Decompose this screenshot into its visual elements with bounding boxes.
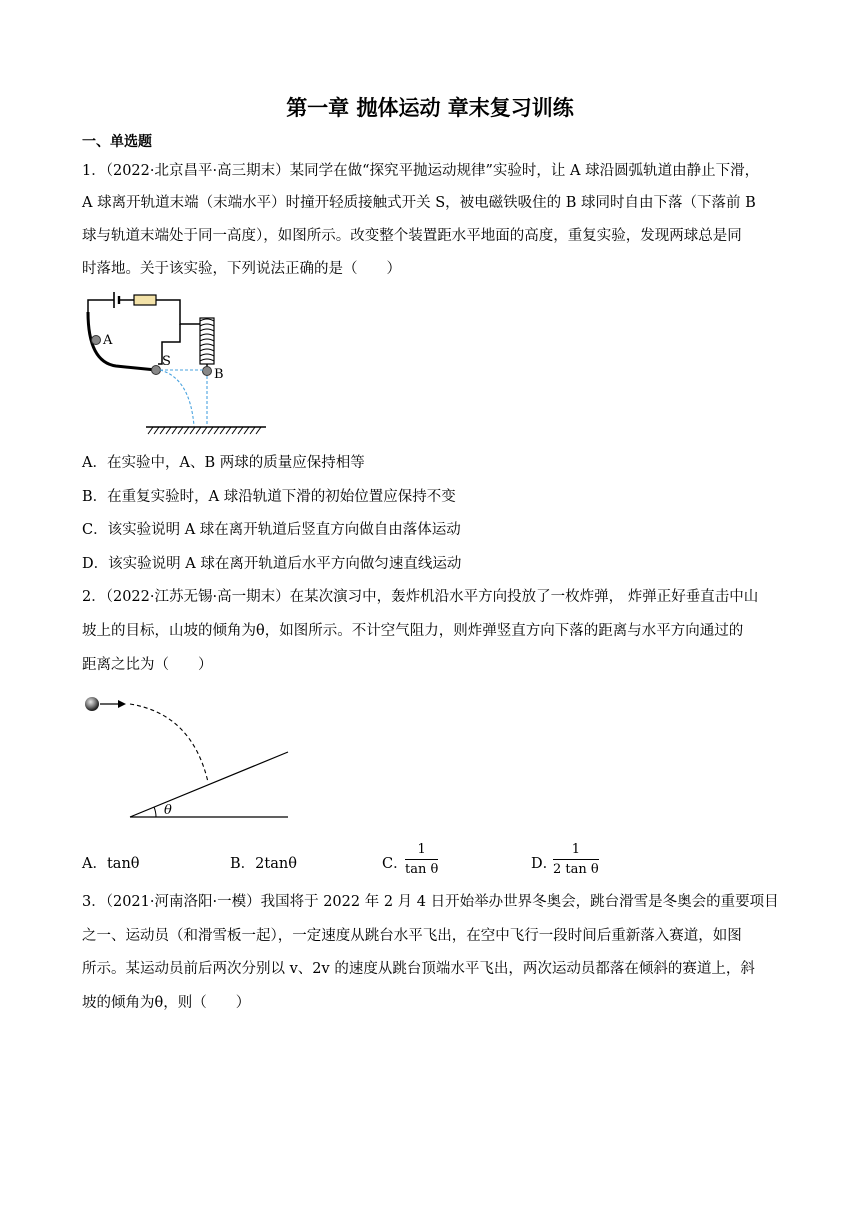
q2-option-d-denominator: 2 tan θ <box>553 862 599 877</box>
q1-label-s: S <box>162 354 171 369</box>
section-heading: 一、单选题 <box>82 134 152 150</box>
q1-label-a: A <box>103 333 113 348</box>
q2-option-d-fraction <box>553 842 599 877</box>
q1-line-1: 1．（2022·北京昌平·高三期末）某同学在做“探究平抛运动规律”实验时，让 A 球沿圆弧轨道由静止下滑， <box>82 163 760 179</box>
q1-label-b: B <box>214 367 224 382</box>
q2-option-a: A．tanθ <box>82 856 140 872</box>
q1-option-c: C．该实验说明 A 球在离开轨道后竖直方向做自由落体运动 <box>82 522 461 538</box>
q2-line-1: 2．（2022·江苏无锡·高一期末）在某次演习中，轰炸机沿水平方向投放了一枚炸弹， 炸弹正好垂直击中山 <box>82 589 759 605</box>
q2-figure <box>82 690 297 830</box>
q1-option-b: B．在重复实验时，A 球沿轨道下滑的初始位置应保持不变 <box>82 489 456 505</box>
q3-line-1: 3．（2021·河南洛阳·一模）我国将于 2022 年 2 月 4 日开始举办世界冬奥会，跳台滑雪是冬奥会的重要项目 <box>82 894 779 910</box>
q2-option-c-prefix: C． <box>382 856 408 872</box>
q2-option-c-denominator: tan θ <box>405 862 439 877</box>
q3-line-2: 之一、运动员（和滑雪板一起），一定速度从跳台水平飞出，在空中飞行一段时间后重新落入赛道，如图 <box>82 928 742 944</box>
q2-option-d-numerator: 1 <box>553 842 599 860</box>
q1-line-2: A 球离开轨道末端（末端水平）时撞开轻质接触式开关 S，被电磁铁吸住的 B 球同时自由下落（下落前 B <box>82 195 756 211</box>
q2-option-d-prefix: D． <box>531 856 558 872</box>
q1-figure <box>82 290 272 438</box>
q2-option-c-numerator: 1 <box>405 842 438 860</box>
q3-line-3: 所示。某运动员前后两次分别以 v、2v 的速度从跳台顶端水平飞出，两次运动员都落在倾斜的赛道上，斜 <box>82 961 755 977</box>
q2-line-3: 距离之比为（ ） <box>82 657 213 673</box>
q2-line-2: 坡上的目标，山坡的倾角为θ，如图所示。不计空气阻力，则炸弹竖直方向下落的距离与水平方向通过的 <box>82 623 744 639</box>
q2-option-c-fraction <box>405 842 438 877</box>
page-title: 第一章 抛体运动 章末复习训练 <box>286 96 574 120</box>
q1-line-4: 时落地。关于该实验，下列说法正确的是（ ） <box>82 261 401 277</box>
q1-option-d: D．该实验说明 A 球在离开轨道后水平方向做匀速直线运动 <box>82 556 462 572</box>
q1-line-3: 球与轨道末端处于同一高度），如图所示。改变整个装置距水平地面的高度，重复实验，发现两球总是同 <box>82 228 742 244</box>
q2-option-b: B．2tanθ <box>230 856 297 872</box>
q2-theta-label: θ <box>164 803 172 818</box>
q1-option-a: A．在实验中，A、B 两球的质量应保持相等 <box>82 455 365 471</box>
q3-line-4: 坡的倾角为θ，则（ ） <box>82 995 251 1011</box>
